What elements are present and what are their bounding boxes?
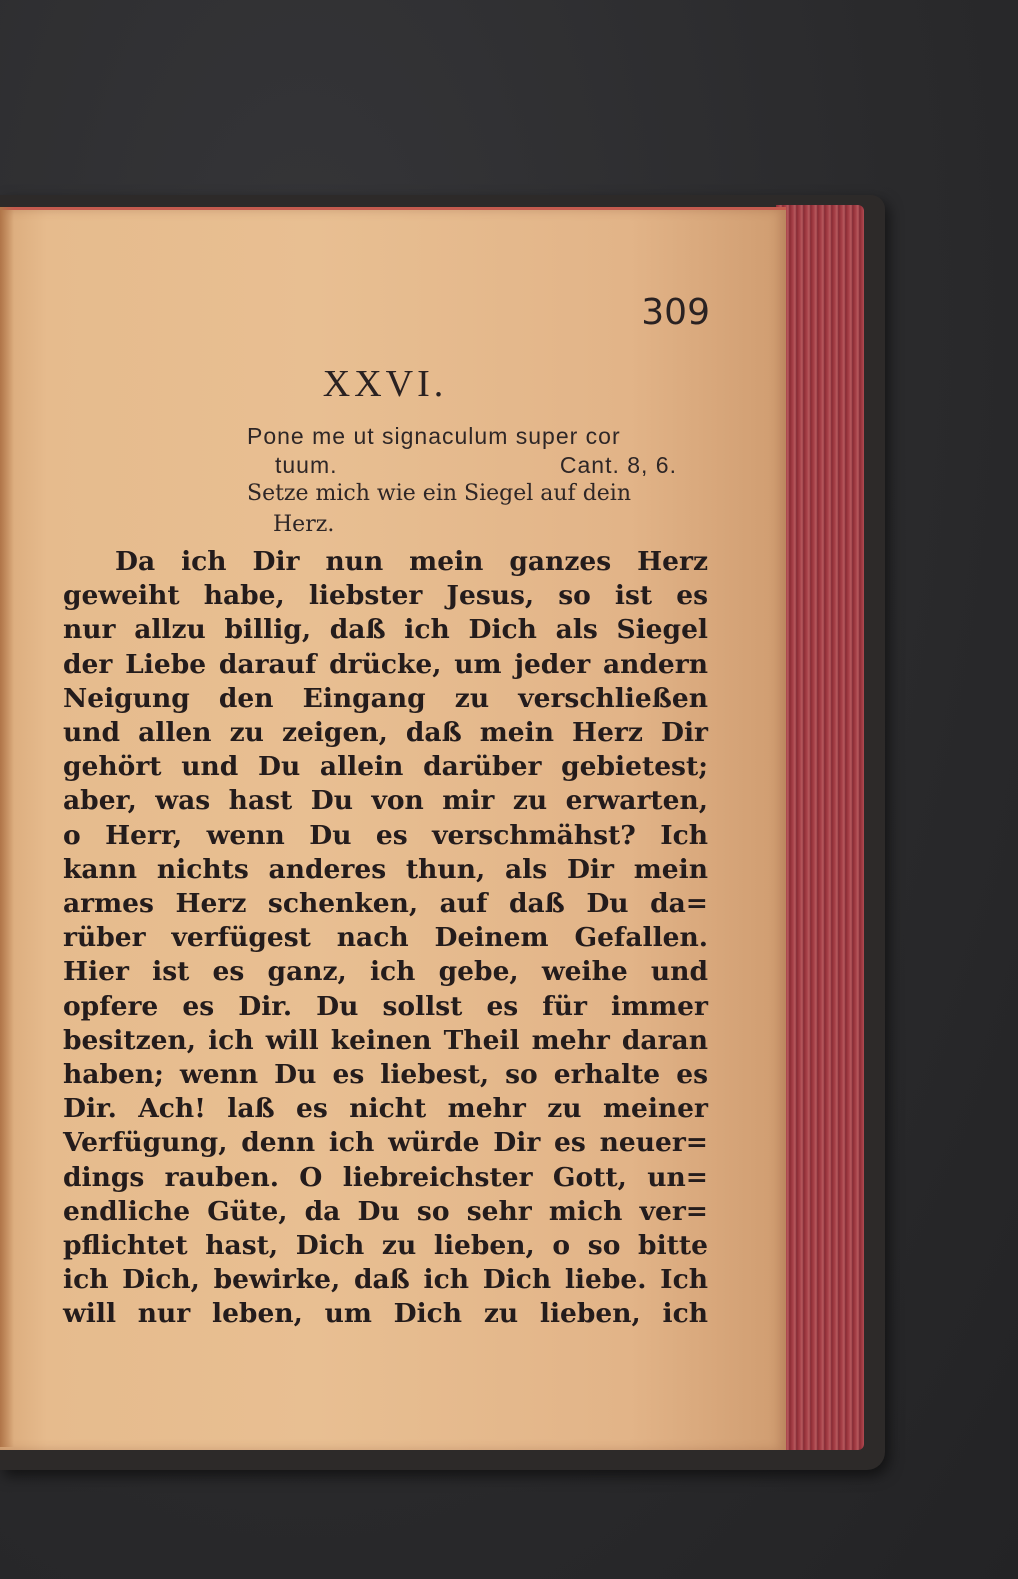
body-line: ich Dich, bewirke, daß ich Dich liebe. Ich xyxy=(63,1264,708,1296)
body-line: rüber verfügest nach Deinem Gefallen. xyxy=(63,922,708,954)
body-line: Da ich Dir nun mein ganzes Herz xyxy=(115,546,708,577)
body-line: und allen zu zeigen, daß mein Herz Dir xyxy=(63,717,708,749)
body-line: Dir. Ach! laß es nicht mehr zu meiner xyxy=(63,1093,708,1125)
body-line: kann nichts anderes thun, als Dir mein xyxy=(63,853,708,885)
translation-line-1: Setze mich wie ein Siegel auf dein xyxy=(247,481,632,506)
epigraph-translation xyxy=(247,478,707,540)
chapter-heading: XXVI. xyxy=(322,363,448,405)
body-line: Hier ist es ganz, ich gebe, weihe und xyxy=(63,956,708,988)
body-line: geweiht habe, liebster Jesus, so ist es xyxy=(63,580,708,612)
body-line: gehört und Du allein darüber gebietest; xyxy=(63,751,708,783)
body-line: endliche Güte, da Du so sehr mich ver= xyxy=(63,1195,708,1227)
body-line: haben; wenn Du es liebest, so erhalte es xyxy=(63,1059,708,1091)
epigraph-reference: Cant. 8, 6. xyxy=(559,452,677,478)
body-line: pflichtet hast, Dich zu lieben, o so bitte xyxy=(63,1230,708,1262)
epigraph-line-2 xyxy=(247,451,707,480)
page-edges xyxy=(776,205,864,1450)
body-line: aber, was hast Du von mir zu erwarten, xyxy=(63,785,708,817)
epigraph-latin xyxy=(247,422,707,480)
body-line: Verfügung, denn ich würde Dir es neuer= xyxy=(63,1127,708,1159)
body-line: Neigung den Eingang zu verschließen xyxy=(63,682,708,714)
body-line: der Liebe darauf drücke, um jeder andern xyxy=(63,648,708,680)
body-line: besitzen, ich will keinen Theil mehr daran xyxy=(63,1024,708,1056)
body-line: dings rauben. O liebreichster Gott, un= xyxy=(63,1161,708,1193)
body-line: armes Herz schenken, auf daß Du da= xyxy=(63,888,708,920)
body-line: opfere es Dir. Du sollst es für immer xyxy=(63,990,708,1022)
page-number: 309 xyxy=(641,292,710,333)
epigraph-word: tuum. xyxy=(275,452,338,478)
translation-line-2: Herz. xyxy=(273,512,335,537)
epigraph-line-1: Pone me ut signaculum super cor xyxy=(247,423,621,449)
body-line: nur allzu billig, daß ich Dich als Siegel xyxy=(63,614,708,646)
body-line: o Herr, wenn Du es verschmähst? Ich xyxy=(63,819,708,851)
page-gutter-shadow xyxy=(0,207,14,1447)
body-text xyxy=(63,545,708,1332)
body-line: will nur leben, um Dich zu lieben, ich xyxy=(63,1298,708,1330)
